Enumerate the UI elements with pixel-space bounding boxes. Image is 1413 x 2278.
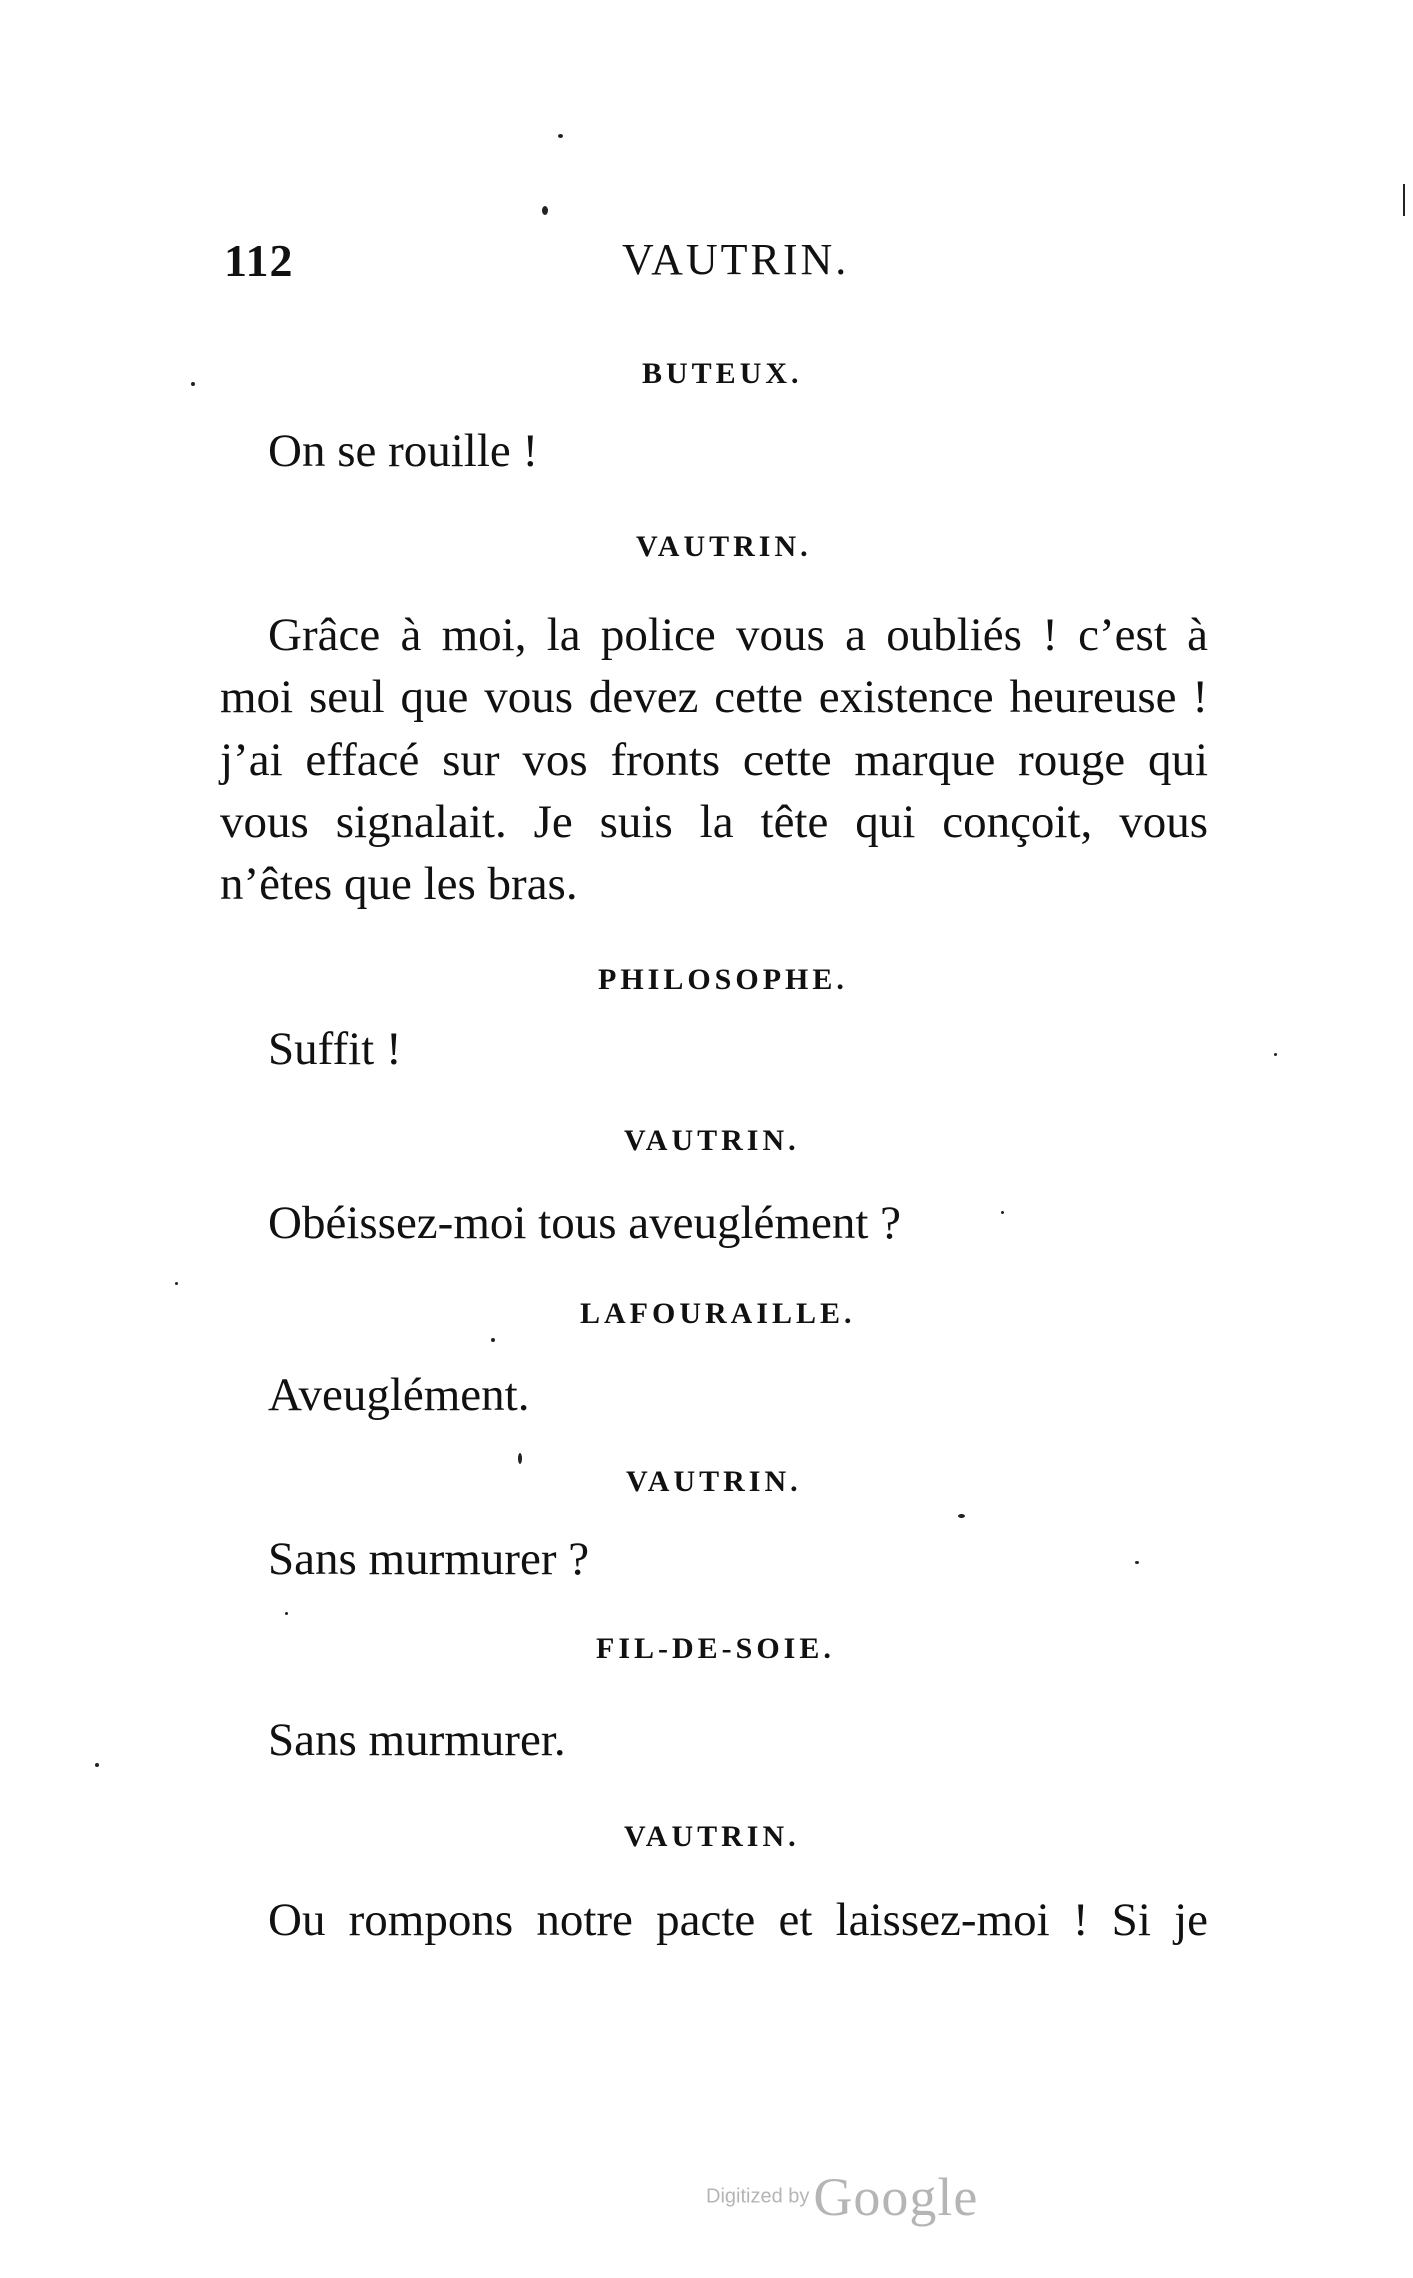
- dialogue-line: Grâce à moi, la police vous a oubliés ! c’est à: [268, 609, 1208, 661]
- print-speck: [191, 382, 195, 386]
- dialogue-line: moi seul que vous devez cette existence heureuse !: [220, 671, 1208, 723]
- print-speck: [558, 134, 563, 138]
- print-speck: [175, 1282, 178, 1285]
- digitized-watermark: [706, 2166, 978, 2228]
- speaker-heading: FIL-DE-SOIE.: [596, 1632, 835, 1665]
- dialogue-line: n’êtes que les bras.: [220, 858, 578, 910]
- dialogue-line: Obéissez-moi tous aveuglément ?: [268, 1197, 902, 1249]
- print-speck: [1274, 1053, 1277, 1056]
- speaker-heading: LAFOURAILLE.: [580, 1297, 856, 1330]
- print-speck: [285, 1612, 288, 1615]
- dialogue-line: j’ai effacé sur vos fronts cette marque rouge qui: [220, 734, 1208, 786]
- speaker-heading: VAUTRIN.: [624, 1820, 800, 1853]
- page-number: 112: [224, 235, 294, 286]
- print-speck: [542, 206, 548, 215]
- dialogue-line: vous signalait. Je suis la tête qui conçoit, vous: [220, 796, 1208, 848]
- speaker-heading: VAUTRIN.: [626, 1465, 802, 1498]
- print-speck: [491, 1338, 495, 1342]
- print-speck: [518, 1453, 522, 1464]
- watermark-prefix: Digitized by: [706, 2185, 810, 2208]
- speaker-heading: PHILOSOPHE.: [598, 963, 848, 996]
- print-speck: [958, 1514, 965, 1518]
- speaker-heading: VAUTRIN.: [624, 1124, 800, 1157]
- dialogue-line: On se rouille !: [268, 425, 539, 477]
- speaker-heading: BUTEUX.: [642, 357, 803, 390]
- print-speck: [1001, 1211, 1004, 1214]
- dialogue-line: Ou rompons notre pacte et laissez-moi ! Si je: [268, 1894, 1208, 1946]
- print-speck: [1403, 184, 1405, 216]
- dialogue-line: Sans murmurer.: [268, 1714, 566, 1766]
- dialogue-line: Suffit !: [268, 1023, 402, 1075]
- running-title: VAUTRIN.: [622, 235, 850, 284]
- google-logo: Google: [813, 2167, 979, 2227]
- print-speck: [1135, 1561, 1139, 1564]
- dialogue-line: Sans murmurer ?: [268, 1533, 590, 1585]
- print-speck: [95, 1763, 99, 1767]
- speaker-heading: VAUTRIN.: [636, 530, 812, 563]
- dialogue-line: Aveuglément.: [268, 1369, 530, 1421]
- running-head: [0, 234, 1413, 294]
